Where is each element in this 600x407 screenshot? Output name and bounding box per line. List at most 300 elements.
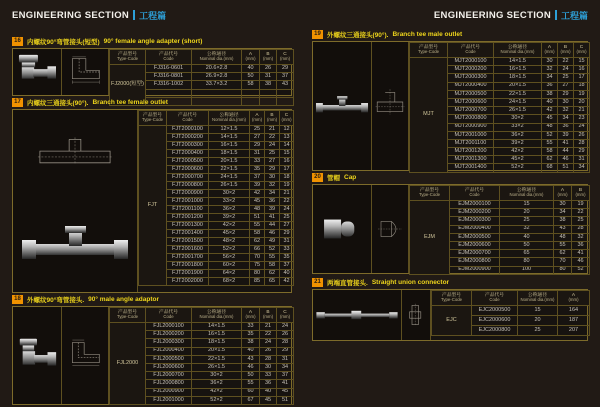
table-cell: 16 — [280, 158, 294, 166]
section-number-badge: 19 — [312, 30, 323, 39]
section-straight-union — [312, 277, 588, 341]
table-cell: 45×2 — [209, 230, 250, 238]
column-header: 产品型号 Type-Code — [410, 186, 450, 201]
product-photo-cell — [313, 290, 402, 340]
table-cell: FJT2000400 — [167, 150, 209, 158]
section-cap — [312, 172, 588, 274]
spec-table — [431, 290, 590, 336]
column-header: 产品代号 Code — [146, 50, 192, 65]
table-cell: 32 — [542, 66, 558, 74]
table-cell: 65 — [265, 278, 280, 286]
column-header: A (mm) — [242, 50, 260, 65]
section-title-cn: 两端直管接头. — [327, 279, 368, 287]
table-cell: 164 — [558, 306, 590, 316]
section-body — [12, 306, 292, 405]
column-header: B (mm) — [265, 111, 280, 126]
table-cell: 22×1.5 — [209, 166, 250, 174]
table-cell: 62 — [542, 156, 558, 164]
table-cell: 41 — [265, 214, 280, 222]
table-cell: 26×1.5 — [209, 182, 250, 190]
table-cell: 26 — [574, 131, 590, 139]
tee-drawing — [374, 86, 406, 126]
technical-drawing-cell — [62, 49, 109, 95]
table-cell: 58 — [242, 81, 260, 89]
table-cell: 66 — [250, 246, 265, 254]
table-cell: 18 — [574, 82, 590, 90]
table-cell: 30×2 — [209, 190, 250, 198]
table-cell: 41 — [572, 250, 590, 258]
type-code-cell: FJL2000 — [110, 323, 146, 405]
table-cell: 25 — [558, 74, 574, 82]
table-cell: 29 — [574, 148, 590, 156]
table-cell: 48 — [250, 206, 265, 214]
table-cell: FJL2000400 — [146, 347, 192, 355]
table-cell: 31 — [280, 238, 294, 246]
table-cell: MJT2000200 — [448, 66, 494, 74]
table-cell: MJT2000700 — [448, 107, 494, 115]
table-cell: 24×1.5 — [209, 174, 250, 182]
table-cell: 16 — [574, 66, 590, 74]
table-cell: 24 — [280, 206, 294, 214]
product-photo-cell — [13, 110, 138, 292]
product-photo-cell — [313, 185, 372, 273]
table-cell: 22 — [265, 134, 280, 142]
table-cell: 30 — [542, 58, 558, 66]
table-cell: 28 — [277, 339, 294, 347]
table-cell: 32 — [500, 225, 554, 233]
table-cell: MJT2000500 — [448, 90, 494, 98]
cap-drawing — [375, 213, 405, 245]
table-cell: 15 — [518, 306, 558, 316]
table-cell: 18 — [280, 174, 294, 182]
column-header: 公称通径 Nominal dia.(mm) — [192, 308, 242, 323]
header-divider — [133, 10, 135, 20]
table-cell: 28 — [572, 225, 590, 233]
table-cell: 21 — [280, 190, 294, 198]
table-cell: 52×2 — [192, 396, 242, 404]
table-cell: 24 — [277, 323, 294, 331]
table-cell: 62 — [250, 238, 265, 246]
column-header: B (mm) — [260, 308, 277, 323]
column-header: 公称通径 Nominal dia.(mm) — [518, 291, 558, 306]
table-cell: 44 — [558, 148, 574, 156]
table-cell: FJT2001000 — [167, 198, 209, 206]
table-cell: 43 — [277, 81, 294, 89]
column-header: 产品型号 Type-Code — [410, 43, 448, 58]
table-cell: 36×2 — [494, 131, 542, 139]
table-cell: 43 — [242, 355, 260, 363]
column-header: C (mm) — [280, 111, 294, 126]
table-cell: 33 — [250, 158, 265, 166]
table-cell: 39×2 — [209, 214, 250, 222]
section-title — [12, 97, 292, 107]
table-cell: 58 — [250, 230, 265, 238]
product-photo-cell — [313, 42, 372, 170]
table-cell: FJL2000300 — [146, 339, 192, 347]
spec-table — [109, 307, 294, 405]
section-title-en: Branch tee female outlet — [92, 98, 168, 106]
table-cell: 40 — [242, 347, 260, 355]
table-cell: 25 — [265, 150, 280, 158]
table-cell: 14 — [280, 142, 294, 150]
table-cell: 26×1.5 — [494, 107, 542, 115]
table-cell: 12 — [280, 126, 294, 134]
table-cell: 24 — [260, 339, 277, 347]
table-cell: 36 — [572, 241, 590, 249]
table-cell: 50 — [242, 372, 260, 380]
column-header: 产品代号 Code — [472, 291, 518, 306]
table-cell: 24 — [574, 123, 590, 131]
table-cell: 55 — [242, 380, 260, 388]
table-cell: 55 — [554, 241, 572, 249]
spec-table — [138, 110, 294, 286]
table-cell: 15 — [574, 58, 590, 66]
table-cell: 19 — [572, 201, 590, 209]
table-cell: 29 — [265, 166, 280, 174]
table-cell: 34 — [574, 164, 590, 172]
table-cell: FJT2000100 — [167, 126, 209, 134]
table-row — [110, 65, 294, 73]
table-cell: 45 — [250, 198, 265, 206]
table-cell: 16×1.5 — [209, 142, 250, 150]
table-cell: 39×2 — [494, 139, 542, 147]
page-header-left — [12, 8, 166, 22]
table-cell: 20.6×2.8 — [192, 65, 242, 73]
column-header: 产品代号 Code — [167, 111, 209, 126]
section-female-angle-adapter — [12, 36, 292, 96]
section-title — [312, 277, 588, 287]
tee-fitting-photo — [315, 89, 369, 123]
table-cell: 22 — [260, 331, 277, 339]
type-code-cell: EJC — [432, 306, 472, 336]
table-cell: 35 — [250, 166, 265, 174]
table-cell: MJT2000900 — [448, 123, 494, 131]
table-cell: 24×1.5 — [494, 98, 542, 106]
table-cell: 75 — [250, 262, 265, 270]
table-cell: 41 — [558, 139, 574, 147]
table-cell: 35 — [280, 254, 294, 262]
section-title-cn: 管帽 — [327, 174, 340, 182]
column-header: A (mm) — [554, 186, 572, 201]
table-cell: 42×2 — [494, 148, 542, 156]
column-header: C (mm) — [574, 43, 590, 58]
type-code-cell: FJ2000(短型) — [110, 65, 146, 106]
table-cell: FJT2000900 — [167, 190, 209, 198]
spec-table — [409, 42, 590, 173]
section-number-badge: 21 — [312, 278, 323, 287]
table-cell: FJL2001000 — [146, 396, 192, 404]
table-cell: 33 — [242, 323, 260, 331]
elbow-drawing — [64, 336, 106, 376]
table-cell: 80 — [554, 266, 572, 274]
table-cell: FJT2000200 — [167, 134, 209, 142]
table-cell: 68×2 — [209, 278, 250, 286]
section-title — [12, 36, 292, 46]
page-header-right — [434, 8, 588, 22]
table-cell: FJT2000800 — [167, 182, 209, 190]
table-cell: FJ316-0601 — [146, 65, 192, 73]
table-cell: 42 — [542, 107, 558, 115]
section-title-en: 90° male angle adaptor — [88, 295, 160, 303]
table-cell: 37 — [277, 73, 294, 81]
column-header: 公称通径 Nominal dia.(mm) — [209, 111, 250, 126]
table-cell: MJT2001000 — [448, 131, 494, 139]
table-cell: 28 — [260, 355, 277, 363]
table-cell: 15 — [280, 150, 294, 158]
section-title-cn: 外螺纹90°弯管接头. — [27, 296, 85, 304]
table-cell: 49 — [265, 238, 280, 246]
section-branch-tee-male — [312, 29, 588, 171]
table-cell: 42 — [280, 278, 294, 286]
table-cell: 17 — [280, 166, 294, 174]
table-cell: 42×2 — [209, 222, 250, 230]
table-cell: 34 — [554, 209, 572, 217]
table-cell: 29 — [280, 230, 294, 238]
table-cell: 31 — [574, 156, 590, 164]
table-cell: EJM2000900 — [450, 266, 500, 274]
table-cell: 30 — [260, 363, 277, 371]
table-cell: FJT2001300 — [167, 222, 209, 230]
table-cell: EJC2000500 — [472, 306, 518, 316]
table-cell: 52 — [542, 131, 558, 139]
table-cell: 26.9×2.8 — [192, 73, 242, 81]
table-cell: 25 — [250, 126, 265, 134]
table-cell: 23 — [574, 115, 590, 123]
page-title: ENGINEERING SECTION — [433, 9, 551, 21]
table-cell: 26×1.5 — [192, 363, 242, 371]
table-cell: 207 — [558, 326, 590, 336]
table-cell: 67 — [242, 396, 260, 404]
table-cell: 22 — [280, 198, 294, 206]
table-cell: 55 — [542, 139, 558, 147]
table-cell: 27 — [265, 158, 280, 166]
table-cell: 36 — [558, 123, 574, 131]
table-cell: 31 — [250, 150, 265, 158]
header-divider — [555, 10, 557, 20]
table-cell: 14×1.5 — [209, 134, 250, 142]
table-cell: FJL2000900 — [146, 388, 192, 396]
union-drawing — [404, 302, 428, 328]
table-row — [432, 306, 590, 316]
table-cell: 24 — [558, 66, 574, 74]
section-body — [312, 184, 588, 274]
table-cell: 33×2 — [494, 123, 542, 131]
table-cell: 37 — [277, 372, 294, 380]
table-cell: 58 — [265, 262, 280, 270]
table-cell: EJM2000600 — [450, 241, 500, 249]
section-title-cn: 外螺纹三通接头(90°). — [327, 31, 389, 39]
table-cell: 50 — [242, 73, 260, 81]
table-cell: 16×1.5 — [192, 331, 242, 339]
table-cell: 18×1.5 — [192, 339, 242, 347]
table-cell: EJC2000800 — [472, 326, 518, 336]
table-cell: 33 — [280, 246, 294, 254]
table-cell: 40 — [500, 233, 554, 241]
table-cell: FJL2000600 — [146, 363, 192, 371]
table-cell: FJ316-1002 — [146, 81, 192, 89]
table-cell: 62 — [265, 270, 280, 278]
table-cell: 27 — [558, 82, 574, 90]
column-header: 产品型号 Type-Code — [110, 308, 146, 323]
table-cell: 19 — [280, 182, 294, 190]
table-cell: 64×2 — [209, 270, 250, 278]
table-cell: 39 — [265, 206, 280, 214]
column-header: 产品代号 Code — [146, 308, 192, 323]
table-cell: 52×2 — [209, 246, 250, 254]
table-cell: 80 — [250, 270, 265, 278]
technical-drawing-cell — [402, 290, 431, 340]
table-cell: 34 — [265, 190, 280, 198]
table-cell: 48×2 — [209, 238, 250, 246]
table-cell: 58 — [542, 148, 558, 156]
section-title-en: Cap — [344, 173, 357, 181]
table-cell: FJT2000600 — [167, 166, 209, 174]
table-cell: 41 — [277, 380, 294, 388]
table-cell: 22 — [558, 58, 574, 66]
table-cell: 45 — [542, 115, 558, 123]
column-header: C (mm) — [277, 50, 294, 65]
section-title — [12, 294, 292, 304]
technical-drawing-cell — [62, 307, 109, 404]
table-cell: 38 — [242, 339, 260, 347]
section-number-badge: 20 — [312, 173, 323, 182]
table-cell: 51 — [277, 396, 294, 404]
table-cell: 29 — [558, 90, 574, 98]
section-number-badge: 17 — [12, 98, 23, 107]
table-cell: 38 — [260, 81, 277, 89]
table-cell: 21 — [260, 323, 277, 331]
column-header: A (mm) — [250, 111, 265, 126]
section-title — [312, 172, 588, 182]
table-cell: 46 — [242, 363, 260, 371]
table-cell: 36 — [542, 82, 558, 90]
table-cell: 22×1.5 — [494, 90, 542, 98]
table-cell: 56×2 — [209, 254, 250, 262]
table-cell: MJT2000400 — [448, 82, 494, 90]
table-cell: MJT2001200 — [448, 148, 494, 156]
table-cell: 48 — [542, 123, 558, 131]
table-cell: 25 — [500, 217, 554, 225]
table-row — [410, 58, 590, 66]
page-title-cn: 工程篇 — [560, 10, 588, 21]
table-cell: 36×2 — [192, 380, 242, 388]
column-header: 产品代号 Code — [448, 43, 494, 58]
table-cell: EJM2000400 — [450, 225, 500, 233]
section-body — [12, 109, 292, 293]
table-cell: 68 — [542, 164, 558, 172]
table-cell: 33.7×3.2 — [192, 81, 242, 89]
table-cell: EJM2000800 — [450, 258, 500, 266]
table-cell: 26 — [260, 347, 277, 355]
table-cell: EJM2000100 — [450, 201, 500, 209]
table-cell: 39 — [250, 182, 265, 190]
elbow-drawing — [64, 54, 106, 90]
table-cell: 30 — [558, 98, 574, 106]
table-cell: 36×2 — [209, 206, 250, 214]
table-cell: 14×1.5 — [494, 58, 542, 66]
section-number-badge: 18 — [12, 295, 23, 304]
table-row — [410, 201, 590, 209]
table-cell: 13 — [280, 134, 294, 142]
product-photo-cell — [13, 49, 62, 95]
table-cell: 28 — [574, 139, 590, 147]
table-cell: 29 — [250, 142, 265, 150]
table-cell: 85 — [250, 278, 265, 286]
table-cell: 65 — [500, 250, 554, 258]
table-row — [110, 323, 294, 331]
table-cell: 20×1.5 — [494, 82, 542, 90]
table-cell: 12×1.5 — [209, 126, 250, 134]
table-cell: 45×2 — [494, 156, 542, 164]
section-number-badge: 16 — [12, 37, 23, 46]
table-cell: MJT2000100 — [448, 58, 494, 66]
column-header: B (mm) — [572, 186, 590, 201]
table-cell: MJT2000300 — [448, 74, 494, 82]
table-cell: 15 — [500, 201, 554, 209]
table-cell: 40 — [542, 98, 558, 106]
table-cell: FJL2000700 — [146, 372, 192, 380]
table-cell: 35 — [242, 331, 260, 339]
table-cell: 31 — [277, 355, 294, 363]
table-cell: 43 — [554, 225, 572, 233]
table-cell: 30 — [265, 174, 280, 182]
column-header: A (mm) — [242, 308, 260, 323]
table-cell: 50 — [500, 241, 554, 249]
table-cell: 30×2 — [192, 372, 242, 380]
table-cell: 60×2 — [209, 262, 250, 270]
table-cell: EJC2000600 — [472, 316, 518, 326]
table-cell: 38 — [542, 90, 558, 98]
section-body — [312, 289, 588, 341]
table-cell: 40 — [260, 388, 277, 396]
table-cell: 21 — [265, 126, 280, 134]
table-cell: EJM2000500 — [450, 233, 500, 241]
table-cell: FJ316-0801 — [146, 73, 192, 81]
section-title-en: Straight union connector — [371, 278, 450, 286]
type-code-cell: MJT — [410, 58, 448, 173]
table-cell: 52×2 — [494, 164, 542, 172]
table-cell: 51 — [558, 164, 574, 172]
column-header: C (mm) — [277, 308, 294, 323]
table-cell: FJT2001900 — [167, 270, 209, 278]
spec-table — [409, 185, 590, 275]
table-cell: 17 — [574, 74, 590, 82]
table-cell: 18×1.5 — [494, 74, 542, 82]
type-code-cell: FJT — [139, 126, 167, 286]
table-cell: 51 — [250, 214, 265, 222]
table-cell: 39 — [558, 131, 574, 139]
elbow-fitting-photo — [15, 53, 59, 91]
table-cell: FJT2001400 — [167, 230, 209, 238]
column-header: B (mm) — [260, 50, 277, 65]
table-cell: 32 — [558, 107, 574, 115]
table-cell: FJT2001100 — [167, 206, 209, 214]
technical-drawing-cell — [372, 42, 409, 170]
table-cell: 46 — [572, 258, 590, 266]
table-cell: 42 — [250, 190, 265, 198]
table-cell: 100 — [500, 266, 554, 274]
table-cell: 25 — [280, 214, 294, 222]
column-header: 公称通径 Nominal dia.(mm) — [192, 50, 242, 65]
table-cell: FJT2000700 — [167, 174, 209, 182]
section-body — [12, 48, 292, 96]
tee-drawing — [36, 134, 114, 176]
table-cell: 25 — [572, 217, 590, 225]
table-cell: 62 — [554, 250, 572, 258]
table-cell: 60 — [242, 388, 260, 396]
page-title-cn: 工程篇 — [139, 10, 167, 21]
section-branch-tee-female — [12, 97, 292, 293]
